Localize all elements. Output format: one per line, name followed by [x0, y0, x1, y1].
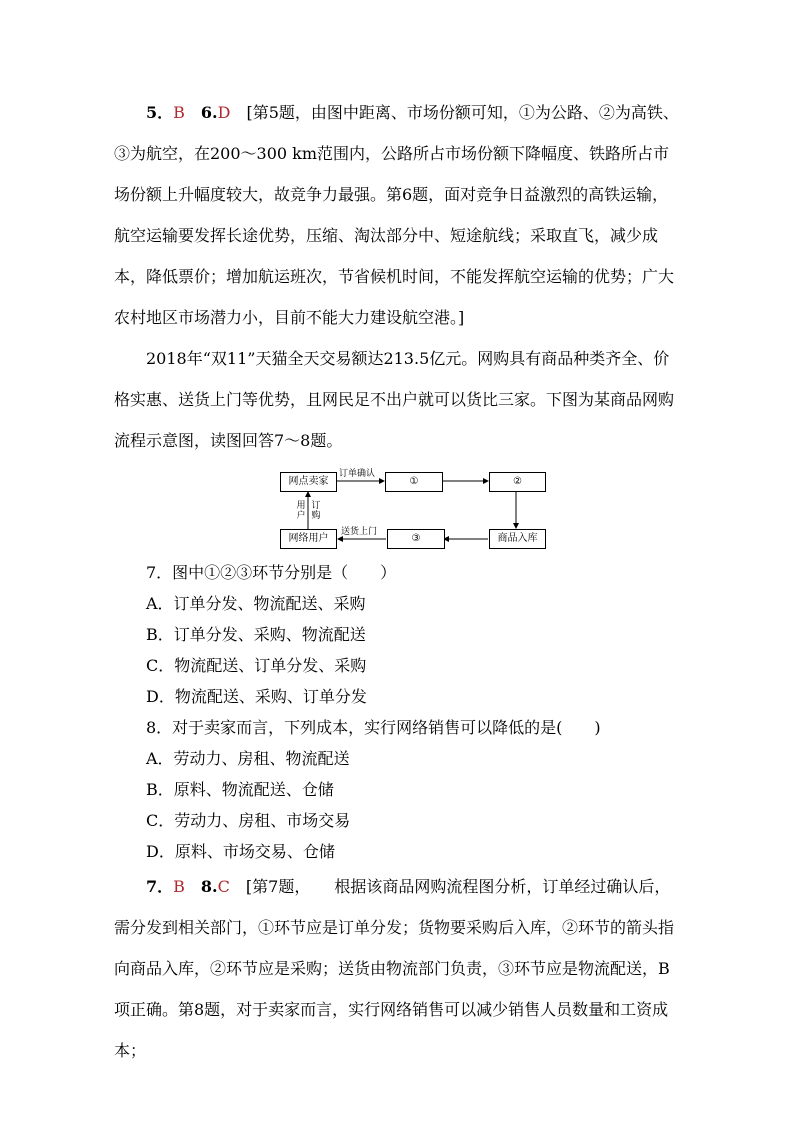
intro-paragraph — [114, 338, 680, 461]
box-seller: 网点卖家 — [280, 472, 337, 492]
answer-5-6-text: [第5题，由图中距离、市场份额可知，①为公路、②为高铁、③为航空，在200～300 km范围内，公路所占市场份额下降幅度、铁路所占市场份额上升幅度较大，故竞争力最强。第6题，面对竞争日益激烈的高铁运输，航空运输要发挥长途优势，压缩、淘汰部分中、短途航线；采取直飞，减少成本，降低票价；增加航运班次，节省候机时间，不能发挥航空运输的优势；广大农村地区市场潜力小，目前不能大力建设航空港。] — [114, 103, 679, 327]
label-user-vertical: 用户 — [296, 501, 306, 521]
box-step-1: ① — [385, 472, 443, 492]
answer-5-letter: B — [173, 103, 185, 122]
q8-option-c: C．劳动力、房租、市场交易 — [146, 811, 351, 830]
label-deliver: 送货上门 — [341, 527, 378, 537]
answer-7-num: 7． — [146, 877, 174, 896]
q8-option-b: B．原料、物流配送、仓储 — [146, 780, 334, 799]
box-user: 网络用户 — [280, 529, 337, 549]
answer-6-letter: D — [217, 103, 231, 122]
q7-option-c: C．物流配送、订单分发、采购 — [146, 656, 367, 675]
box-storage: 商品入库 — [489, 529, 546, 549]
answer-6-num: 6. — [200, 103, 218, 122]
flow-diagram — [280, 467, 550, 552]
answer-7-8-text: [第7题， 根据该商品网购流程图分析，订单经过确认后，需分发到相关部门，①环节应是订单分发；货物要采购后入库，②环节的箭头指向商品入库，②环节应是采购；送货由物流部门负责，③环节应是物流配送，B项正确。第8题，对于卖家而言，实行网络销售可以减少销售人员数量和工资成本； — [114, 877, 675, 1060]
answer-5-num: 5． — [146, 103, 174, 122]
label-order-vertical: 订购 — [311, 501, 321, 521]
q7-option-d: D．物流配送、采购、订单分发 — [146, 687, 367, 706]
q8-option-d: D．原料、市场交易、仓储 — [146, 842, 335, 861]
answer-8-letter: C — [217, 877, 230, 896]
intro-text: 2018年“双11”天猫全天交易额达213.5亿元。网购具有商品种类齐全、价格实惠、送货上门等优势，且网民足不出户就可以货比三家。下图为某商品网购流程示意图，读图回答7～8题。 — [114, 349, 675, 450]
box-step-2: ② — [489, 472, 546, 492]
q8-option-a: A．劳动力、房租、物流配送 — [146, 749, 350, 768]
q7-option-b: B．订单分发、采购、物流配送 — [146, 625, 366, 644]
answer-8-num: 8. — [200, 877, 218, 896]
q7-option-a: A．订单分发、物流配送、采购 — [146, 594, 366, 613]
q8-stem: 8．对于卖家而言，下列成本，实行网络销售可以降低的是( ) — [146, 718, 601, 737]
label-order-confirm: 订单确认 — [339, 469, 376, 479]
box-step-3: ③ — [387, 529, 445, 549]
answer-5-6 — [114, 92, 680, 338]
q7-stem: 7．图中①②③环节分别是（ ） — [146, 563, 397, 582]
answer-7-8 — [114, 866, 680, 1071]
answer-7-letter: B — [173, 877, 185, 896]
